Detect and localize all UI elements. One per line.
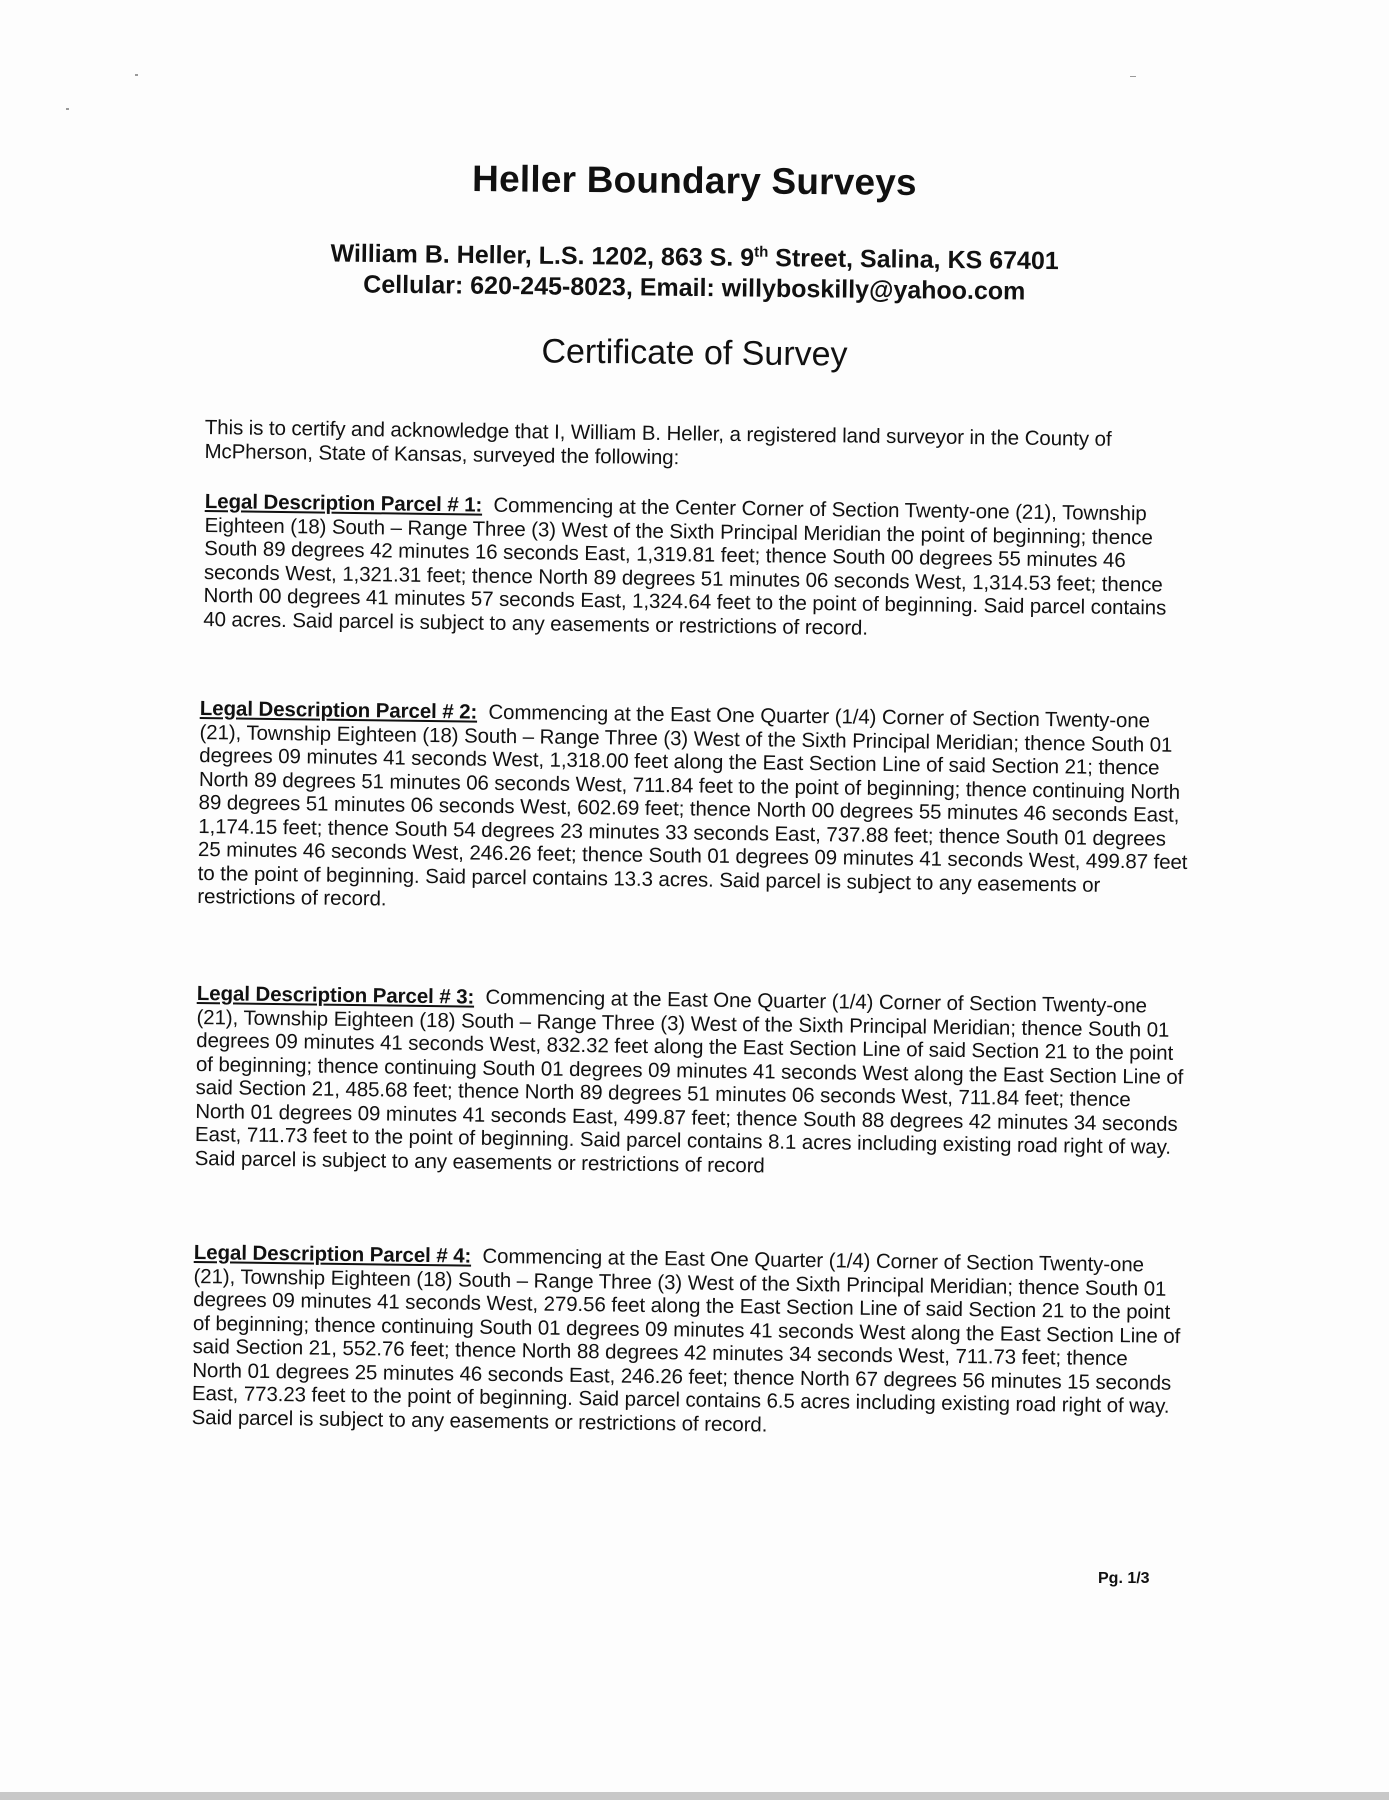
parcel-1-text: Commencing at the Center Corner of Section Twenty-one (21), Township Eighteen (18) South – Range Three (3) West of the Sixth Principal Meridian the point of beginning; thence South 89 degrees 42 minutes 16 seconds East, 1,319.81 feet; thence South 00 degrees 55 minutes 46 seconds West, 1,321.31 feet; thence North 89 degrees 51 minutes 06 seconds West, 1,314.53 feet; thence North 00 degrees 41 minutes 57 seconds East, 1,324.64 feet to the point of beginning. Said parcel contains 40 acres. Said parcel is subject to any easements or restrictions of record. [203, 493, 1167, 640]
parcel-1-description [203, 490, 1195, 644]
scan-speck [1130, 76, 1136, 77]
parcel-4-description [192, 1241, 1184, 1442]
contact-block [0, 229, 1389, 312]
parcel-2-description [197, 697, 1190, 921]
scan-speck [66, 108, 69, 110]
parcel-2-text: Commencing at the East One Quarter (1/4) Corner of Section Twenty-one (21), Township Eighteen (18) South – Range Three (3) West of the Sixth Principal Meridian; thence South 01 degrees 09 minutes 41 seconds West, 1,318.00 feet along the East Section Line of said Section 21; thence North 89 degrees 51 minutes 06 seconds West, 711.84 feet to the point of beginning; thence continuing North 89 degrees 51 minutes 06 seconds West, 602.69 feet; thence North 00 degrees 55 minutes 46 seconds East, 1,174.15 feet; thence South 54 degrees 23 minutes 33 seconds East, 737.88 feet; thence South 01 degrees 25 minutes 46 seconds West, 246.26 feet; thence South 01 degrees 09 minutes 41 seconds West, 499.87 feet to the point of beginning. Said parcel contains 13.3 acres. Said parcel is subject to any easements or restrictions of record. [197, 700, 1188, 911]
parcel-4-heading: Legal Description Parcel # 4: [193, 1241, 472, 1268]
parcel-3-heading: Legal Description Parcel # 3: [196, 982, 475, 1009]
address-line-prefix: William B. Heller, L.S. 1202, 863 S. 9 [330, 239, 755, 272]
contact-line: Cellular: 620-245-8023, Email: willyboskilly@yahoo.com [363, 270, 1026, 306]
address-line-suffix: Street, Salina, KS 67401 [768, 244, 1059, 276]
intro-paragraph: This is to certify and acknowledge that I, William B. Heller, a registered land surveyor in the County of McPherson, State of Kansas, surveyed the following: [204, 416, 1112, 469]
certificate-title: Certificate of Survey [541, 332, 848, 374]
scan-speck [135, 74, 138, 76]
page-number: Pg. 1/3 [1098, 1570, 1150, 1587]
scan-edge [0, 1792, 1389, 1800]
parcel-4-text: Commencing at the East One Quarter (1/4) Corner of Section Twenty-one (21), Township Eighteen (18) South – Range Three (3) West of the Sixth Principal Meridian; thence South 01 degrees 09 minutes 41 seconds West, 279.56 feet along the East Section Line of said Section 21 to the point of beginning; thence continuing South 01 degrees 09 minutes 41 seconds West along the East Section Line of said Section 21, 552.76 feet; thence North 88 degrees 42 minutes 34 seconds West, 711.73 feet; thence North 01 degrees 25 minutes 46 seconds East, 246.26 feet; thence North 67 degrees 56 minutes 15 seconds East, 773.23 feet to the point of beginning. Said parcel contains 6.5 acres including existing road right of way. Said parcel is subject to any easements or restrictions of record. [191, 1244, 1181, 1437]
company-name: Heller Boundary Surveys [471, 158, 918, 203]
parcel-1-heading: Legal Description Parcel # 1: [204, 490, 483, 517]
parcel-2-heading: Legal Description Parcel # 2: [199, 697, 478, 724]
parcel-3-description [195, 982, 1187, 1183]
address-ordinal-suffix: th [754, 243, 769, 261]
parcel-3-text: Commencing at the East One Quarter (1/4) Corner of Section Twenty-one (21), Township Eighteen (18) South – Range Three (3) West of the Sixth Principal Meridian; thence South 01 degrees 09 minutes 41 seconds West, 832.32 feet along the East Section Line of said Section 21 to the point of beginning; thence continuing South 01 degrees 09 minutes 41 seconds West along the East Section Line of said Section 21, 485.68 feet; thence North 89 degrees 51 minutes 06 seconds West, 711.84 feet; thence North 01 degrees 09 minutes 41 seconds East, 499.87 feet; thence South 88 degrees 42 minutes 34 seconds East, 711.73 feet to the point of beginning. Said parcel contains 8.1 acres including existing road right of way. Said parcel is subject to any easements or restrictions of record [194, 985, 1184, 1177]
